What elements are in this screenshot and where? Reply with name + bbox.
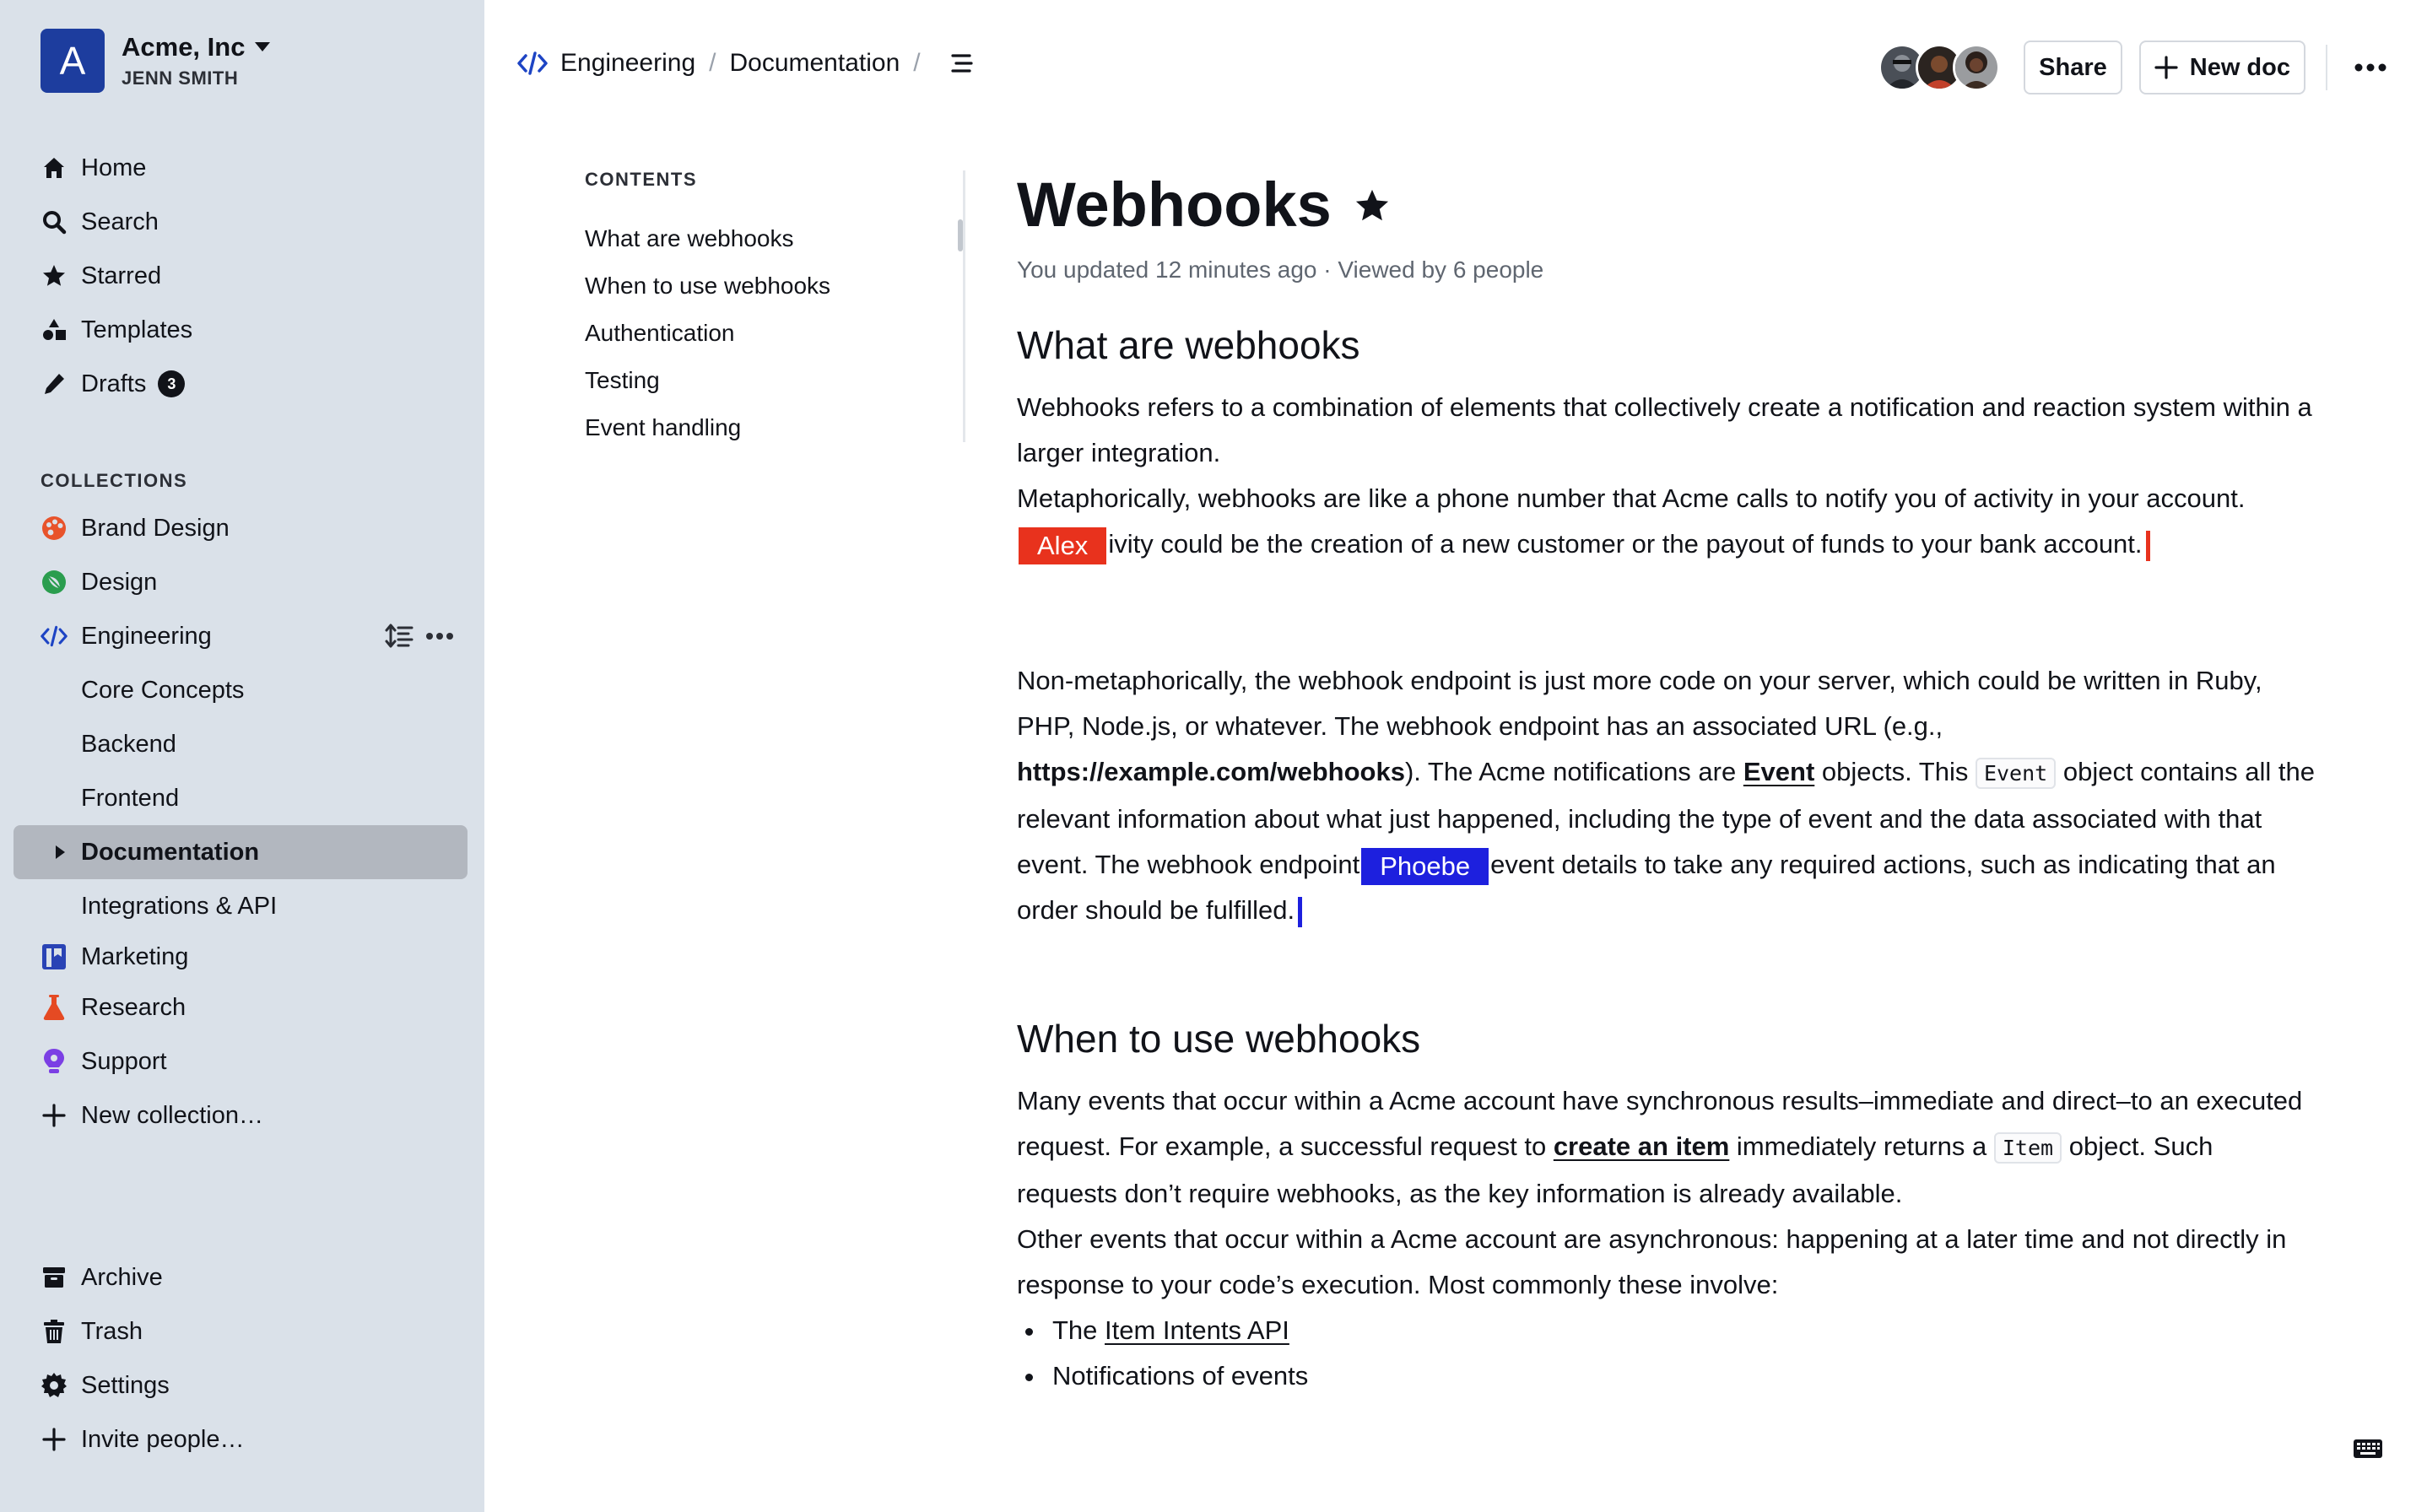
table-of-contents (585, 169, 965, 457)
paragraph (1017, 658, 2316, 933)
gear-icon (41, 1372, 68, 1399)
empty-paragraph (1017, 567, 2316, 658)
star-icon[interactable] (1354, 187, 1391, 224)
flag-icon (41, 943, 68, 970)
sidebar-item-label: Starred (81, 262, 162, 289)
flask-icon (41, 994, 68, 1021)
sidebar-item-label: Research (81, 993, 186, 1021)
paragraph-text: Many events that occur within a Acme account have synchronous results–immediate and direct–to an executed request. For example, a successful request to (1017, 1086, 2303, 1161)
sidebar-item-label: New collection… (81, 1101, 263, 1129)
paragraph: Other events that occur within a Acme account are asynchronous: happening at a later time and not directly in response to your code’s execution. Most commonly these involve: (1017, 1224, 2287, 1299)
list-item: Notifications of events (1017, 1353, 2316, 1399)
sidebar-item-label: Marketing (81, 942, 189, 970)
paragraph-text: immediately returns a (1729, 1131, 1994, 1161)
sidebar-item-label: Backend (81, 730, 176, 758)
leaf-icon (41, 569, 68, 596)
bulb-icon (41, 1048, 68, 1075)
sidebar-item-label: Home (81, 154, 147, 181)
sidebar-item-support[interactable] (0, 1034, 484, 1088)
new-doc-button[interactable] (2139, 40, 2305, 94)
header-divider (2326, 45, 2327, 90)
sidebar-item-engineering[interactable] (0, 609, 484, 663)
avatar[interactable] (1953, 44, 2000, 91)
breadcrumb-label: Engineering (560, 49, 696, 77)
sidebar-item-label: Trash (81, 1317, 143, 1345)
paragraph: Webhooks refers to a combination of elements that collectively create a notification and reaction system within a larger integration. (1017, 392, 2312, 467)
breadcrumb-label: Documentation (729, 49, 900, 77)
collaborator-avatars[interactable] (1878, 44, 2000, 91)
caret-down-icon (255, 42, 270, 52)
paragraph-text: object contains all the relevant information about what just happened, including the type of event and the data associated with that event. The webhook endpoint (1017, 757, 2315, 879)
url-text: https://example.com/webhooks (1017, 757, 1405, 786)
sidebar-item-drafts[interactable] (0, 357, 192, 411)
bullet-list (1017, 1308, 2316, 1399)
collections-heading: COLLECTIONS (41, 470, 188, 491)
sidebar-item-home[interactable] (0, 141, 192, 195)
trash-icon (41, 1318, 68, 1345)
sidebar-item-frontend[interactable] (0, 771, 484, 825)
collaborator-cursor (1298, 897, 1302, 927)
paragraph (1017, 476, 2316, 567)
invite-people-button[interactable] (0, 1412, 244, 1466)
sidebar-item-label: Settings (81, 1371, 170, 1399)
collections-nav (0, 501, 484, 1142)
collaborator-cursor-flag: Phoebe (1361, 848, 1489, 885)
collaborator-cursor (2146, 531, 2150, 561)
sidebar-item-archive[interactable] (0, 1250, 244, 1304)
sidebar-item-trash[interactable] (0, 1304, 244, 1358)
shapes-icon (41, 316, 68, 343)
sidebar-item-backend[interactable] (0, 717, 484, 771)
sidebar-item-label: Search (81, 208, 159, 235)
new-doc-label: New doc (2189, 53, 2290, 81)
sidebar-item-label: Documentation (81, 838, 260, 866)
breadcrumb-documentation[interactable] (729, 49, 900, 78)
user-name: JENN SMITH (122, 68, 239, 89)
paragraph-text: Non-metaphorically, the webhook endpoint is just more code on your server, which could be written in Ruby, PHP, Node.js, or whatever. The webhook endpoint has an associated URL (e.g., (1017, 666, 2262, 741)
team-switcher[interactable] (41, 29, 270, 93)
list-item-text: The (1052, 1315, 1105, 1345)
sidebar-item-label: Core Concepts (81, 676, 245, 704)
team-name: Acme, Inc (122, 32, 246, 62)
primary-nav (0, 141, 192, 411)
drafts-count-badge: 3 (158, 370, 185, 397)
breadcrumb-separator: / (913, 49, 921, 77)
contents-item[interactable]: Testing (585, 367, 660, 393)
paragraph (1017, 1078, 2316, 1217)
contents-item[interactable]: When to use webhooks (585, 273, 831, 299)
pencil-icon (41, 370, 68, 397)
sidebar-item-templates[interactable] (0, 303, 192, 357)
sort-icon[interactable] (385, 624, 414, 649)
sidebar-item-core-concepts[interactable] (0, 663, 484, 717)
code-icon (516, 51, 549, 76)
paragraph-text: ivity could be the creation of a new customer or the payout of funds to your bank account. (1108, 529, 2143, 559)
contents-heading: CONTENTS (585, 169, 697, 190)
table-of-contents-icon[interactable] (949, 51, 975, 75)
item-intents-link[interactable]: Item Intents API (1105, 1315, 1289, 1345)
keyboard-shortcuts-icon[interactable] (2353, 1437, 2383, 1461)
sidebar-item-label: Archive (81, 1263, 163, 1291)
contents-item[interactable]: Event handling (585, 414, 742, 440)
sidebar-item-research[interactable] (0, 980, 484, 1034)
sidebar-item-brand-design[interactable] (0, 501, 484, 555)
sidebar-item-search[interactable] (0, 195, 192, 249)
header-actions (1878, 40, 2386, 94)
sidebar-item-settings[interactable] (0, 1358, 244, 1412)
plus-icon (2154, 56, 2178, 79)
inline-code: Event (1976, 758, 2056, 789)
share-button[interactable]: Share (2024, 40, 2122, 94)
sidebar-item-label: Drafts (81, 370, 147, 397)
document-editor[interactable] (1017, 165, 2316, 1399)
sidebar-item-integrations-api[interactable] (0, 879, 484, 933)
event-link[interactable]: Event (1743, 757, 1815, 786)
star-icon (41, 262, 68, 289)
sidebar-item-label: Support (81, 1047, 167, 1075)
document-title[interactable]: Webhooks (1017, 169, 1332, 240)
search-icon (41, 208, 68, 235)
archive-icon (41, 1264, 68, 1291)
sidebar-item-label: Design (81, 568, 158, 596)
section-heading: What are webhooks (1017, 323, 1360, 367)
sidebar (0, 0, 484, 1512)
sidebar-item-marketing[interactable] (0, 933, 484, 980)
collaborator-cursor-flag: Alex (1019, 527, 1106, 564)
section-heading: When to use webhooks (1017, 1017, 1421, 1061)
sidebar-item-design[interactable] (0, 555, 484, 609)
inline-code: Item (1994, 1132, 2062, 1164)
team-logo: A (41, 29, 105, 93)
new-collection-button[interactable] (0, 1088, 484, 1142)
sidebar-item-label: Brand Design (81, 514, 230, 542)
contents-item[interactable]: Authentication (585, 320, 735, 346)
create-item-link[interactable]: create an item (1553, 1131, 1730, 1161)
contents-item[interactable]: What are webhooks (585, 225, 794, 251)
paragraph-text: object. Such requests don’t require webhooks, as the key information is already available. (1017, 1131, 2213, 1208)
sidebar-item-starred[interactable] (0, 249, 192, 303)
paragraph-text: objects. This (1814, 757, 1976, 786)
plus-icon (41, 1102, 68, 1129)
plus-icon (41, 1426, 68, 1453)
code-icon (41, 623, 68, 650)
sidebar-item-label: Integrations & API (81, 892, 278, 920)
paragraph-text: Metaphorically, webhooks are like a phone number that Acme calls to notify you of activity in your account. (1017, 483, 2246, 513)
footer-nav (0, 1250, 244, 1466)
document-meta: You updated 12 minutes ago · Viewed by 6 people (1017, 256, 1544, 283)
breadcrumb (516, 49, 975, 78)
breadcrumb-separator: / (709, 49, 716, 77)
more-icon[interactable] (2354, 63, 2386, 72)
paragraph-text: ). The Acme notifications are (1404, 757, 1743, 786)
more-icon[interactable] (425, 632, 454, 640)
sidebar-item-label: Templates (81, 316, 193, 343)
home-icon (41, 154, 68, 181)
sidebar-item-label: Engineering (81, 622, 212, 650)
palette-icon (41, 515, 68, 542)
list-item (1017, 1308, 2316, 1353)
sidebar-item-label: Frontend (81, 784, 180, 812)
caret-right-icon[interactable] (56, 845, 66, 859)
sidebar-item-label: Invite people… (81, 1425, 245, 1453)
paragraph-text: event details to take any required actions, such as indicating that an order should be fulfilled. (1017, 850, 2276, 925)
breadcrumb-engineering[interactable] (516, 49, 695, 78)
sidebar-item-documentation[interactable] (14, 825, 468, 879)
